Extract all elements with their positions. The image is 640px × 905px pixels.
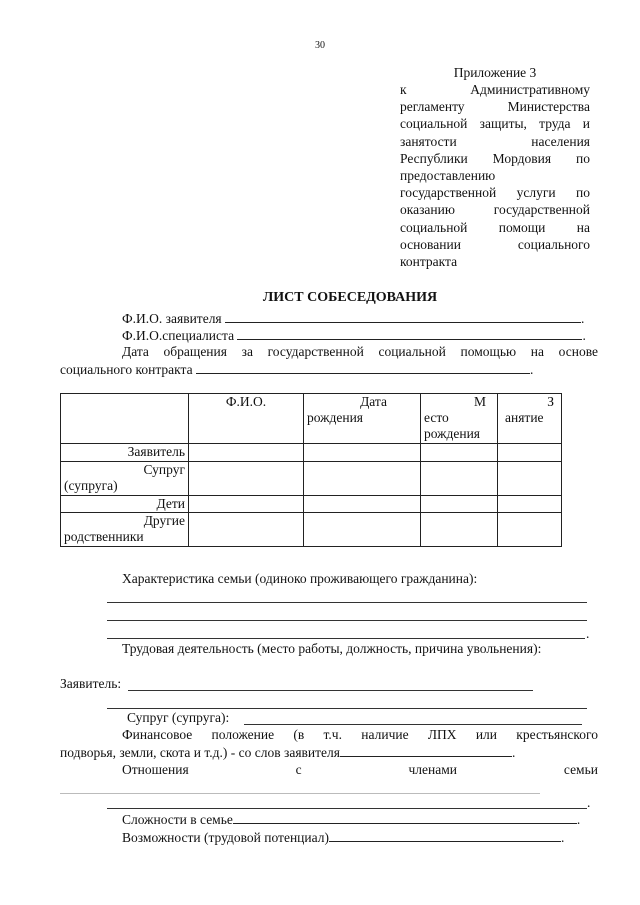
- appendix-line: Республики Мордовия по: [400, 150, 590, 166]
- table-cell[interactable]: [421, 462, 498, 496]
- relations-line-1[interactable]: [60, 793, 540, 794]
- appendix-line: оказанию государственной: [400, 202, 590, 218]
- appendix-line: контракта: [400, 254, 458, 270]
- appendix-line: социальной помощи на: [400, 219, 590, 235]
- family-line-3[interactable]: [107, 638, 585, 639]
- table-row: [61, 513, 562, 547]
- work-applicant-line[interactable]: [128, 690, 533, 691]
- specialist-fio-end: .: [582, 328, 586, 343]
- row-label-spouse: [61, 462, 189, 496]
- row-label-applicant: [61, 444, 189, 462]
- request-date-field[interactable]: [196, 361, 530, 374]
- family-line-2[interactable]: [107, 620, 587, 621]
- specialist-fio-field[interactable]: [237, 327, 582, 340]
- appendix-line: государственной услуги по: [400, 185, 590, 201]
- relations-line: [122, 762, 598, 778]
- relations-word-4: семьи: [563, 762, 598, 777]
- relations-word-1: Отношения: [122, 762, 189, 777]
- table-cell[interactable]: [498, 496, 562, 513]
- work-spouse-label: Супруг (супруга):: [127, 710, 230, 725]
- table-header-job: [498, 394, 562, 444]
- applicant-fio-row: [122, 310, 584, 327]
- finance-field[interactable]: [340, 744, 512, 757]
- document-heading: ЛИСТ СОБЕСЕДОВАНИЯ: [262, 290, 438, 305]
- table-cell[interactable]: [189, 462, 304, 496]
- request-date-row: [60, 361, 533, 378]
- page-number: 30: [315, 40, 325, 51]
- appendix-line: к Административному: [400, 82, 590, 97]
- table-cell[interactable]: [189, 444, 304, 462]
- table-cell[interactable]: [304, 444, 421, 462]
- table-row: [61, 462, 562, 496]
- opportunities-field[interactable]: [329, 829, 561, 842]
- row-label-children: [61, 496, 189, 513]
- table-cell[interactable]: [304, 513, 421, 547]
- work-applicant-label: Заявитель:: [60, 676, 122, 691]
- table-header-row: [61, 394, 562, 444]
- table-cell[interactable]: [421, 444, 498, 462]
- table-cell[interactable]: [189, 513, 304, 547]
- row-label-text: Супруг: [143, 462, 185, 477]
- appendix-line: основании социального: [400, 236, 590, 252]
- relations-line-2[interactable]: [107, 808, 587, 809]
- applicant-fio-end: .: [581, 311, 585, 326]
- work-spouse-line[interactable]: [244, 724, 582, 725]
- header-job-text-2: анятие: [505, 410, 544, 425]
- difficulties-end: .: [576, 812, 581, 827]
- family-section-label: Характеристика семьи (одиноко проживающего гражданина):: [122, 571, 478, 586]
- header-fio-text: Ф.И.О.: [225, 394, 267, 409]
- request-date-end: .: [529, 362, 534, 377]
- appendix-line: социальной защиты, труда и: [400, 116, 590, 132]
- appendix-block: [400, 64, 590, 270]
- difficulties-row: [122, 811, 580, 828]
- family-line-end: .: [586, 626, 590, 641]
- finance-line-1: Финансовое положение (в т.ч. наличие ЛПХ или крестьянского: [122, 727, 598, 742]
- opportunities-label: Возможности (трудовой потенциал): [122, 830, 329, 845]
- table-header-fio: [189, 394, 304, 444]
- header-job-text-1: З: [547, 394, 554, 409]
- row-label-text: Заявитель: [127, 444, 185, 459]
- appendix-line: предоставлению: [400, 168, 496, 184]
- row-label-relatives: [61, 513, 189, 547]
- relations-word-3: членами: [408, 762, 457, 777]
- family-members-table: [60, 393, 562, 547]
- appendix-title: Приложение 3: [453, 65, 537, 80]
- table-header-place: [421, 394, 498, 444]
- header-place-text-2: есто: [424, 410, 449, 425]
- table-cell[interactable]: [498, 444, 562, 462]
- opportunities-row: [122, 829, 564, 846]
- table-cell[interactable]: [189, 496, 304, 513]
- request-date-line1: Дата обращения за государственной социальной помощью на основе: [122, 344, 598, 359]
- specialist-fio-label: Ф.И.О.специалиста: [122, 328, 235, 343]
- header-place-text-3: рождения: [424, 426, 481, 441]
- finance-end: .: [511, 745, 516, 760]
- request-date-label: социального контракта: [60, 362, 193, 377]
- table-cell[interactable]: [421, 513, 498, 547]
- table-cell[interactable]: [421, 496, 498, 513]
- row-label-text: Другие: [143, 513, 185, 528]
- appendix-line: занятости населения: [400, 133, 590, 149]
- specialist-fio-row: [122, 327, 586, 344]
- row-label-text: Дети: [156, 496, 185, 511]
- table-row: [61, 496, 562, 513]
- table-cell[interactable]: [498, 513, 562, 547]
- work-section-label: Трудовая деятельность (место работы, должность, причина увольнения):: [122, 641, 542, 656]
- finance-label-2: подворья, земли, скота и т.д.) - со слов заявителя: [60, 745, 340, 760]
- applicant-fio-field[interactable]: [225, 310, 581, 323]
- row-label-text-2: родственники: [64, 529, 144, 544]
- difficulties-label: Сложности в семье: [122, 812, 233, 827]
- table-cell[interactable]: [304, 496, 421, 513]
- relations-end: .: [587, 795, 591, 810]
- appendix-lines: [400, 81, 590, 270]
- table-row: [61, 444, 562, 462]
- appendix-line: регламенту Министерства: [400, 99, 590, 115]
- finance-row-2: [60, 744, 515, 761]
- row-label-text-2: (супруга): [64, 478, 118, 493]
- header-dob-text-1: Дата: [360, 394, 387, 409]
- relations-word-2: с: [295, 762, 302, 777]
- table-header-empty: [61, 394, 189, 444]
- family-line-1[interactable]: [107, 602, 587, 603]
- header-place-text-1: М: [473, 394, 486, 409]
- opportunities-end: .: [560, 830, 565, 845]
- table-cell[interactable]: [304, 462, 421, 496]
- header-dob-text-2: рождения: [307, 410, 364, 425]
- table-header-dob: [304, 394, 421, 444]
- table-cell[interactable]: [498, 462, 562, 496]
- applicant-fio-label: Ф.И.О. заявителя: [122, 311, 222, 326]
- difficulties-field[interactable]: [233, 811, 577, 824]
- work-line-2[interactable]: [107, 708, 587, 709]
